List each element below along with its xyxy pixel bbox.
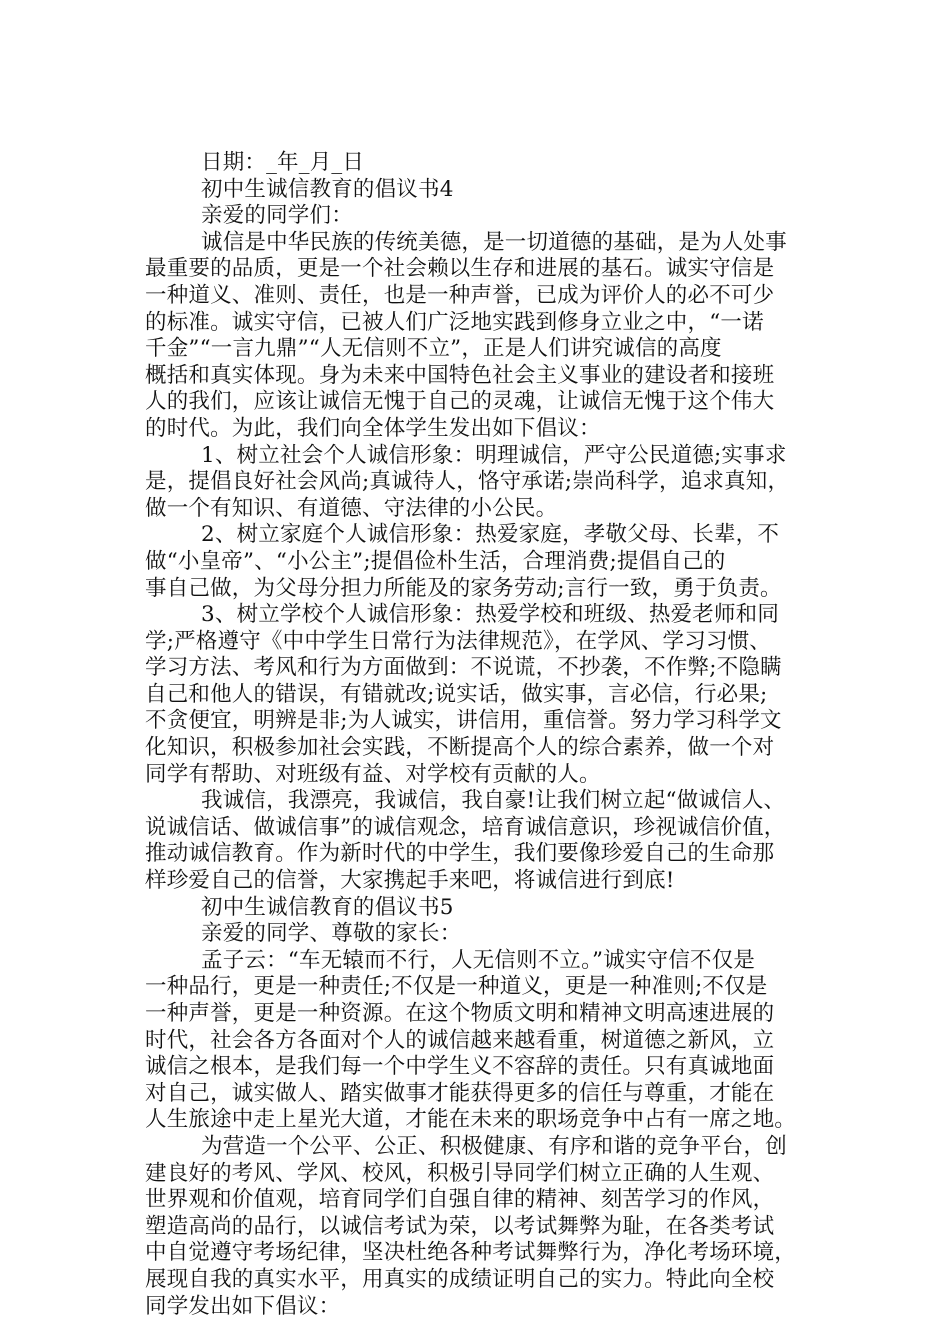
text-line: 同学发出如下倡议： <box>145 1293 341 1319</box>
text-line: 人生旅途中走上星光大道，才能在未来的职场竞争中占有一席之地。 <box>145 1107 797 1133</box>
text-line: 做“小皇帝”、“小公主”;提倡俭朴生活，合理消费;提倡自己的 <box>145 548 726 574</box>
text-line: 塑造高尚的品行，以诚信考试为荣，以考试舞弊为耻，在各类考试 <box>145 1213 775 1239</box>
text-line: 初中生诚信教育的倡议书5 <box>201 894 454 920</box>
text-line: 1、树立社会个人诚信形象：明理诚信，严守公民道德;实事求 <box>201 442 787 468</box>
text-line: 中自觉遵守考场纪律，坚决杜绝各种考试舞弊行为，净化考场环境， <box>145 1240 797 1266</box>
text-line: 建良好的考风、学风、校风，积极引导同学们树立正确的人生观、 <box>145 1160 775 1186</box>
text-line: 2、树立家庭个人诚信形象：热爱家庭，孝敬父母、长辈，不 <box>201 522 780 548</box>
text-line: 的标准。诚实守信，已被人们广泛地实践到修身立业之中，“一诺 <box>145 309 764 335</box>
text-line: 孟子云：“车无辕而不行，人无信则不立。”诚实守信不仅是 <box>201 947 756 973</box>
text-line: 学习方法、考风和行为方面做到：不说谎，不抄袭，不作弊;不隐瞒 <box>145 655 782 681</box>
text-line: 一种声誉，更是一种资源。在这个物质文明和精神文明高速进展的 <box>145 1001 775 1026</box>
text-line: 同学有帮助、对班级有益、对学校有贡献的人。 <box>145 761 601 787</box>
text-line: 学;严格遵守《中中学生日常行为法律规范》，在学风、学习习惯、 <box>145 628 771 654</box>
text-line: 3、树立学校个人诚信形象：热爱学校和班级、热爱老师和同 <box>201 602 780 628</box>
text-line: 亲爱的同学们： <box>201 203 353 229</box>
text-line: 人的我们，应该让诚信无愧于自己的灵魂，让诚信无愧于这个伟大 <box>145 389 775 415</box>
text-line: 自己和他人的错误，有错就改;说实话，做实事，言必信，行必果; <box>145 681 768 707</box>
text-line: 日期：_年_月_日 <box>201 150 365 175</box>
text-line: 对自己，诚实做人、踏实做事才能获得更多的信任与尊重，才能在 <box>145 1080 775 1106</box>
text-line: 一种品行，更是一种责任;不仅是一种道义，更是一种准则;不仅是 <box>145 974 768 1000</box>
document-page <box>145 150 810 1320</box>
text-line: 样珍爱自己的信誉，大家携起手来吧，将诚信进行到底! <box>145 868 675 894</box>
text-line: 亲爱的同学、尊敬的家长： <box>201 921 462 947</box>
text-line: 诚信是中华民族的传统美德，是一切道德的基础，是为人处事 <box>201 229 787 255</box>
text-line: 的时代。为此，我们向全体学生发出如下倡议： <box>145 415 601 441</box>
text-line: 不贪便宜，明辨是非;为人诚实，讲信用，重信誉。努力学习科学文 <box>145 708 782 734</box>
text-line: 我诚信，我漂亮，我诚信，我自豪!让我们树立起“做诚信人、 <box>201 788 786 814</box>
text-line: 做一个有知识、有道德、守法律的小公民。 <box>145 495 558 521</box>
text-line: 时代，社会各方各面对个人的诚信越来越看重，树道德之新风，立 <box>145 1027 775 1053</box>
text-line: 说诚信话、做诚信事”的诚信观念，培育诚信意识，珍视诚信价值， <box>145 814 786 840</box>
text-line: 一种道义、准则、责任，也是一种声誉，已成为评价人的必不可少 <box>145 282 775 308</box>
text-line: 初中生诚信教育的倡议书4 <box>201 176 454 202</box>
text-line: 事自己做，为父母分担力所能及的家务劳动;言行一致，勇于负责。 <box>145 575 782 601</box>
text-line: 化知识，积极参加社会实践，不断提高个人的综合素养，做一个对 <box>145 735 775 761</box>
text-line: 展现自我的真实水平，用真实的成绩证明自己的实力。特此向全校 <box>145 1266 775 1292</box>
text-line: 千金”“一言九鼎”“人无信则不立”，正是人们讲究诚信的高度 <box>145 336 722 362</box>
text-line: 概括和真实体现。身为未来中国特色社会主义事业的建设者和接班 <box>145 362 775 388</box>
text-line: 为营造一个公平、公正、积极健康、有序和谐的竞争平台，创 <box>201 1133 787 1159</box>
text-line: 是，提倡良好社会风尚;真诚待人，恪守承诺;崇尚科学，追求真知， <box>145 469 790 495</box>
text-line: 世界观和价值观，培育同学们自强自律的精神、刻苦学习的作风， <box>145 1187 775 1213</box>
text-line: 最重要的品质，更是一个社会赖以生存和进展的基石。诚实守信是 <box>145 256 775 282</box>
text-line: 诚信之根本，是我们每一个中学生义不容辞的责任。只有真诚地面 <box>145 1054 775 1080</box>
text-line: 推动诚信教育。作为新时代的中学生，我们要像珍爱自己的生命那 <box>145 841 775 867</box>
